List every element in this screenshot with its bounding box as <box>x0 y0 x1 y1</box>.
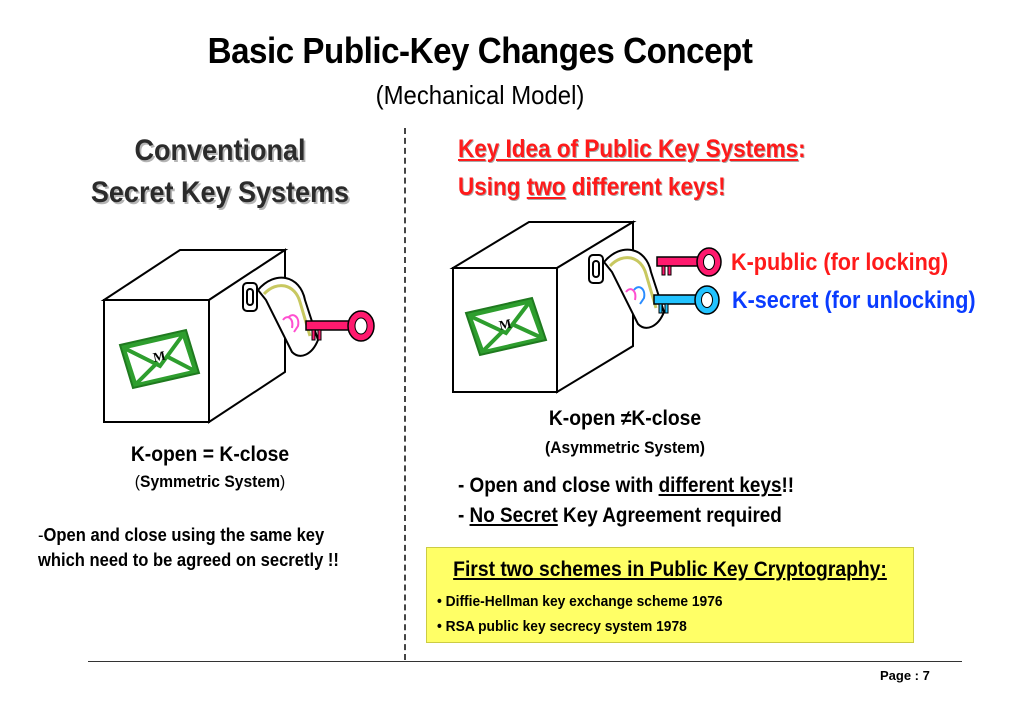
slide-title: Basic Public-Key Changes Concept <box>207 30 753 71</box>
schemes-box-title-text: First two schemes in Public Key Cryptography: <box>453 558 887 581</box>
schemes-item-diffie-hellman: • Diffie-Hellman key exchange scheme 1976 <box>437 593 723 610</box>
schemes-box-title <box>446 558 893 582</box>
right-envelope-letter: M <box>497 315 513 333</box>
schemes-callout-box <box>426 547 914 643</box>
right-bullet2-underlined: No Secret <box>469 504 558 527</box>
left-note-line1-text: Open and close using the same key <box>43 525 325 545</box>
left-note-line1 <box>38 525 324 546</box>
footer-rule <box>88 661 962 662</box>
left-system-open-paren: ( <box>134 472 141 491</box>
right-bullet2-pre: - <box>458 504 470 527</box>
conventional-heading-line1: Conventional <box>134 134 306 167</box>
right-equation <box>528 407 721 431</box>
right-safe-box-icon <box>453 222 633 392</box>
left-note-line2: which need to be agreed on secretly !! <box>38 550 339 570</box>
right-system-label: (Asymmetric System) <box>545 438 705 457</box>
right-bullet1-post: !! <box>781 474 795 497</box>
key-idea-line1: Key Idea of Public Key Systems <box>458 135 799 163</box>
right-equation-right: K-close <box>631 407 702 430</box>
not-equal-symbol: ≠ <box>620 407 632 430</box>
left-envelope-letter: M <box>151 347 167 365</box>
key-idea-line2-pre: Using <box>458 173 527 201</box>
right-bullet1-pre: - Open and close with <box>458 474 659 497</box>
k-secret-label: K-secret (for unlocking) <box>732 287 976 314</box>
k-public-key-icon <box>657 248 721 276</box>
k-public-label: K-public (for locking) <box>731 249 949 276</box>
page-number: Page : 7 <box>880 668 930 683</box>
right-bullet-2 <box>458 504 782 528</box>
left-system-text: Symmetric System <box>140 472 280 491</box>
key-idea-colon: : <box>798 135 806 163</box>
schemes-item-rsa: • RSA public key secrecy system 1978 <box>437 618 687 635</box>
key-idea-line2-two: two <box>526 173 566 201</box>
left-system-label <box>109 472 311 492</box>
left-equation: K-open = K-close <box>130 443 290 466</box>
right-bullet1-underlined: different keys <box>658 474 782 497</box>
right-bullet-1 <box>458 474 794 498</box>
conventional-heading-line2: Secret Key Systems <box>90 176 350 209</box>
right-bullet2-post: Key Agreement required <box>557 504 782 527</box>
left-note-dash: - <box>38 525 44 545</box>
slide-subtitle: (Mechanical Model) <box>375 80 585 110</box>
left-system-close-paren: ) <box>279 472 286 491</box>
key-idea-line2-post: different keys! <box>565 173 726 201</box>
right-equation-left: K-open <box>548 407 621 430</box>
